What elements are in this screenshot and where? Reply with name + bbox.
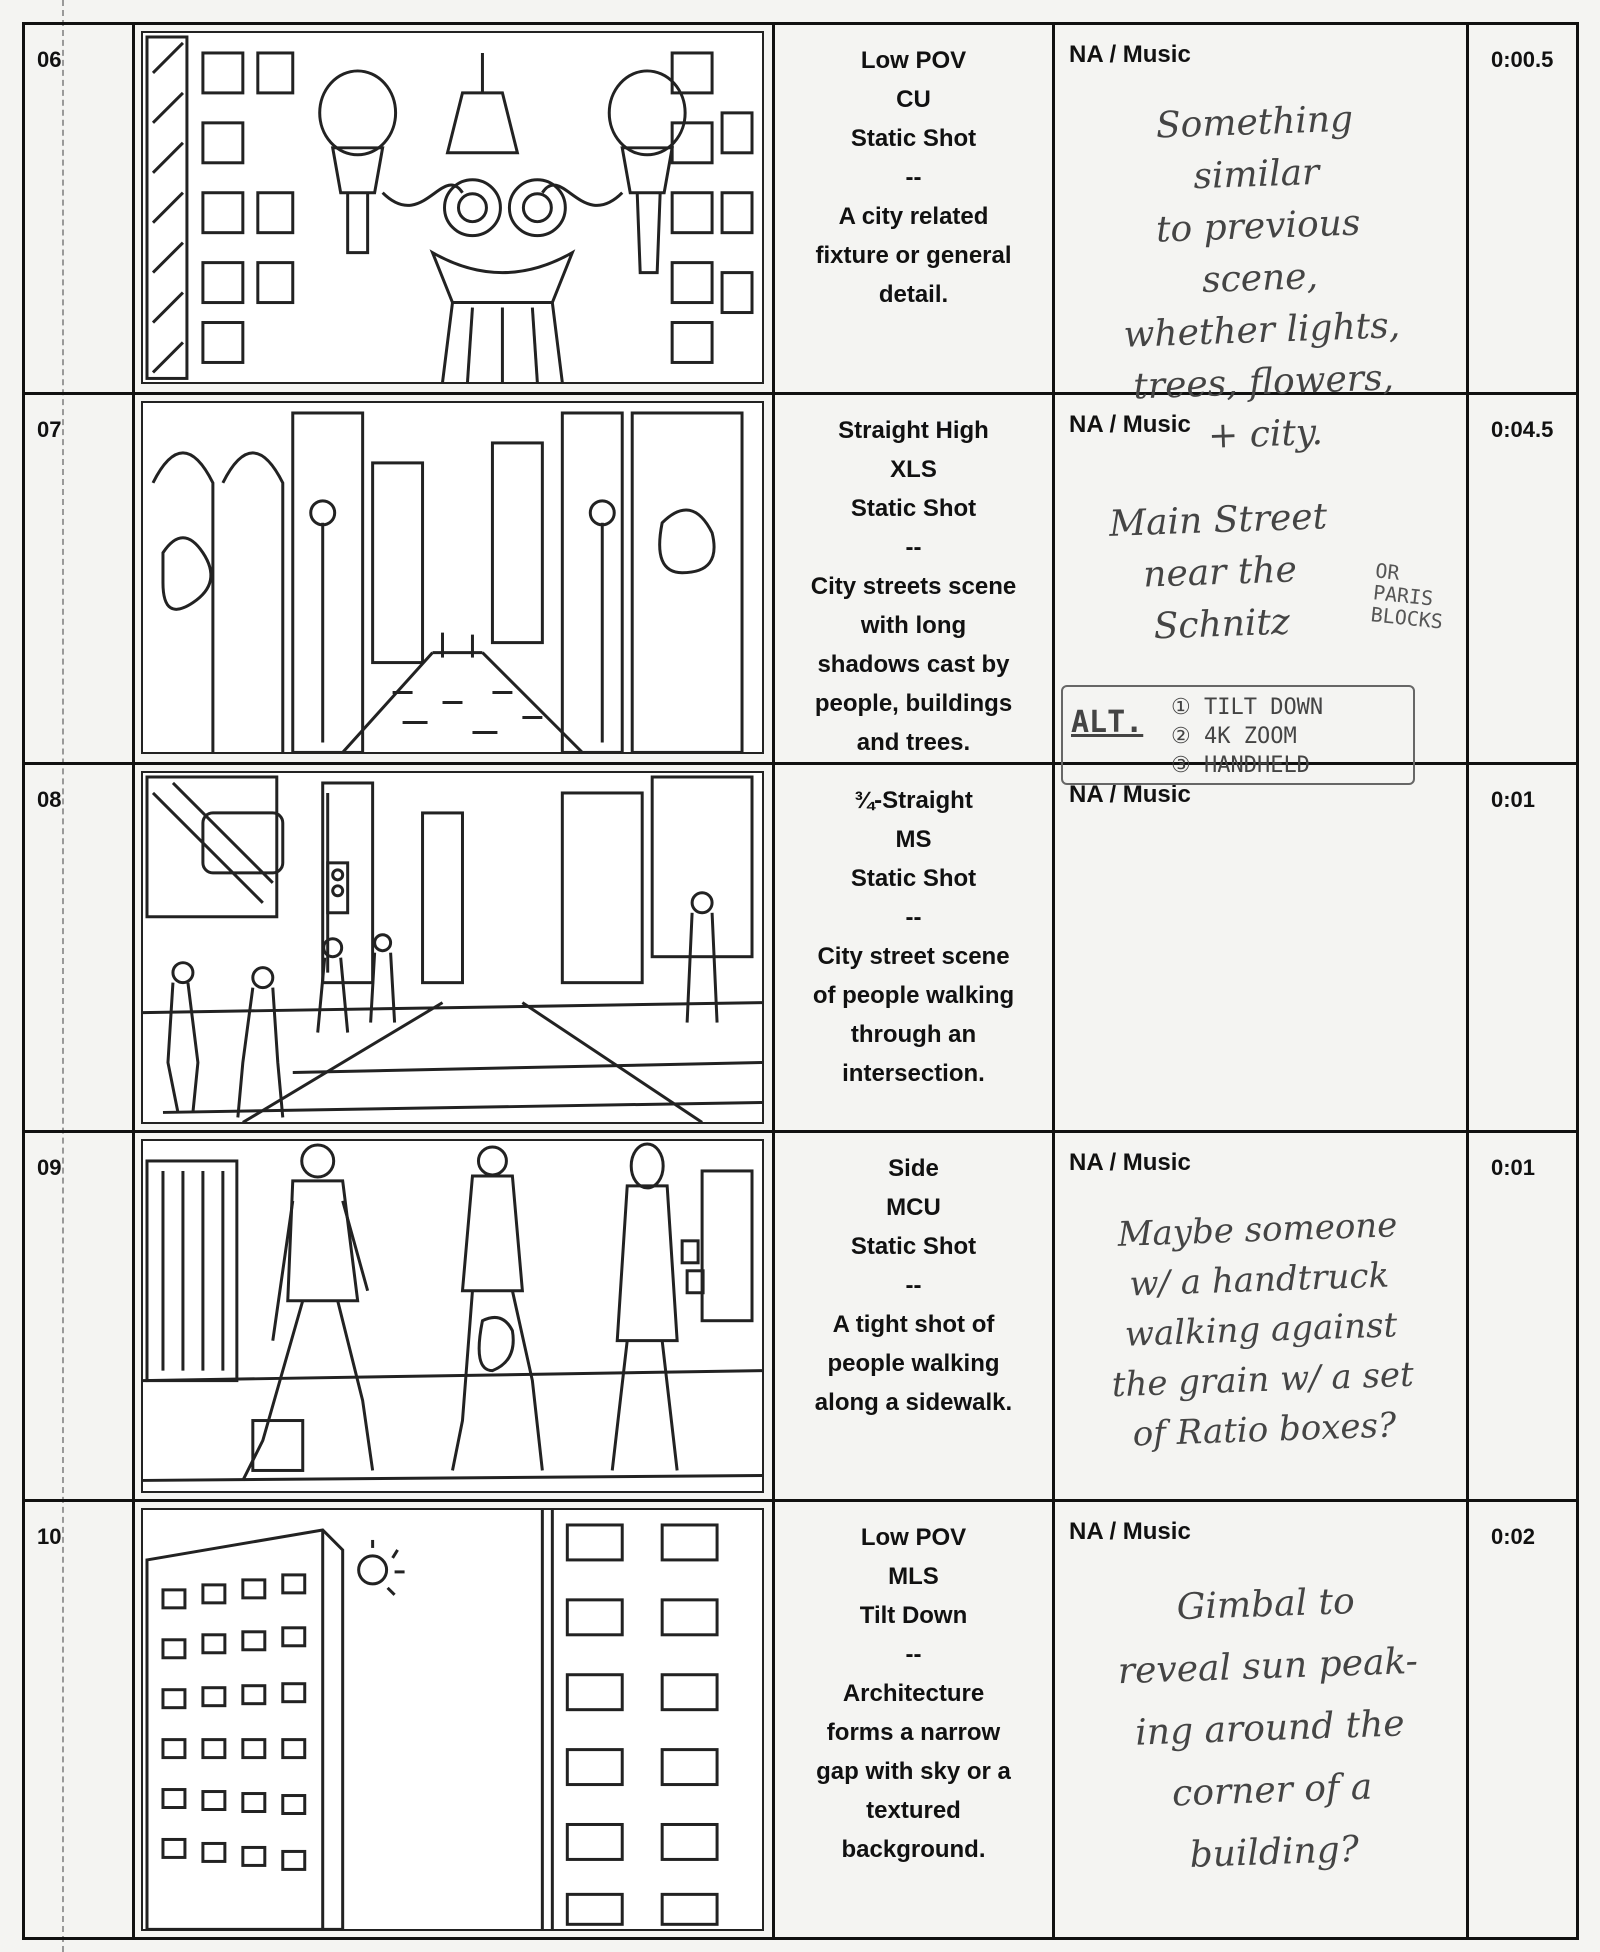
sketch-sidewalk-walkers — [141, 1139, 764, 1492]
desc-line: people, buildings — [814, 690, 1013, 717]
sketch-building-gap — [141, 1508, 764, 1931]
desc-line: City street scene — [817, 943, 1010, 970]
desc-line: A tight shot of — [832, 1311, 995, 1339]
desc-line: gap with sky or a — [816, 1757, 1011, 1785]
desc-line: people walking — [827, 1350, 1000, 1378]
desc-line: detail. — [878, 281, 949, 308]
side-note-line: BLOCKS — [1369, 602, 1445, 634]
shot-number: 08 — [24, 764, 134, 1132]
audio-cell — [1054, 24, 1468, 457]
shot-description — [774, 394, 1054, 764]
alt-label: ALT. — [1071, 705, 1144, 740]
frame-cell — [134, 1132, 774, 1500]
note-line: Something similar — [1155, 98, 1354, 198]
desc-line: forms a narrow — [826, 1718, 1001, 1746]
camera-movement: Static Shot — [850, 1233, 977, 1261]
separator: -- — [905, 1640, 922, 1668]
shot-number: 10 — [24, 1500, 134, 1938]
note-line: Gimbal to — [1175, 1580, 1356, 1629]
camera-angle: Low POV — [860, 1523, 967, 1551]
note-line: trees, flowers, — [1132, 357, 1395, 408]
camera-angle: Side — [888, 1155, 939, 1183]
shot-duration: 0:01 — [1468, 764, 1578, 1132]
shot-row-08 — [24, 764, 1578, 1132]
note-line: near the — [1142, 549, 1298, 596]
frame-cell — [134, 24, 774, 394]
frame-cell — [134, 764, 774, 1132]
note-line: Schnitz — [1153, 601, 1291, 648]
note-line: Main Street — [1108, 496, 1328, 545]
shot-size: MLS — [888, 1562, 939, 1590]
camera-angle: Straight High — [838, 417, 989, 444]
shot-duration: 0:04.5 — [1468, 394, 1578, 764]
shot-description — [774, 24, 1054, 394]
shot-description — [774, 1500, 1054, 1938]
sketch-city-street — [141, 401, 764, 754]
sketch-intersection — [141, 771, 764, 1124]
desc-line: through an — [850, 1021, 977, 1048]
camera-angle: Low POV — [860, 47, 967, 74]
audio-label: NA / Music — [1069, 1517, 1191, 1545]
note-line: to previous scene, — [1155, 202, 1361, 302]
shot-row-07 — [24, 394, 1578, 764]
camera-movement: Static Shot — [850, 125, 977, 152]
shot-number: 07 — [24, 394, 134, 764]
note-line: whether lights, — [1122, 305, 1401, 356]
desc-line: A city related — [838, 203, 989, 230]
shot-number: 06 — [24, 24, 134, 394]
audio-cell — [1054, 1132, 1468, 1500]
separator: -- — [905, 534, 922, 561]
storyboard-table — [22, 22, 1579, 1940]
alt-item: ③ HANDHELD — [1171, 753, 1310, 778]
shot-number: 09 — [24, 1132, 134, 1500]
handwritten-note — [1077, 1199, 1446, 1461]
desc-line: along a sidewalk. — [814, 1389, 1013, 1417]
desc-line: intersection. — [842, 1060, 985, 1087]
desc-line: with long — [860, 612, 967, 639]
desc-line: shadows cast by — [817, 651, 1010, 678]
desc-line: background. — [841, 1835, 986, 1863]
alt-item: ② 4K ZOOM — [1171, 724, 1297, 749]
shot-duration: 0:00.5 — [1468, 24, 1578, 394]
shot-size: XLS — [890, 456, 937, 483]
side-note-line: PARIS — [1371, 580, 1435, 611]
audio-cell — [1054, 764, 1468, 1132]
desc-line: fixture or general — [815, 242, 1012, 269]
shot-description — [774, 764, 1054, 1132]
audio-label: NA / Music — [1069, 1149, 1191, 1177]
alternatives-box — [1061, 685, 1415, 785]
desc-line: of people walking — [812, 982, 1015, 1009]
frame-cell — [134, 394, 774, 764]
audio-cell — [1054, 394, 1468, 778]
note-line: ing around the — [1134, 1703, 1406, 1754]
note-line: w/ a handtruck — [1128, 1255, 1390, 1305]
note-line: of Ratio boxes? — [1132, 1405, 1397, 1455]
frame-cell — [134, 1500, 774, 1938]
shot-row-09 — [24, 1132, 1578, 1500]
camera-movement: Static Shot — [850, 495, 977, 522]
shot-row-10 — [24, 1500, 1578, 1938]
audio-label: NA / Music — [1069, 411, 1191, 438]
side-note — [1370, 559, 1449, 632]
separator: -- — [905, 1272, 922, 1300]
camera-movement: Tilt Down — [859, 1601, 968, 1629]
desc-line: City streets scene — [810, 573, 1017, 600]
shot-row-06 — [24, 24, 1578, 394]
handwritten-note — [1100, 1568, 1441, 1889]
shot-duration: 0:01 — [1468, 1132, 1578, 1500]
handwritten-note — [1092, 491, 1347, 656]
separator: -- — [905, 164, 922, 191]
note-line: corner of a — [1171, 1766, 1373, 1815]
shot-size: MCU — [886, 1194, 941, 1222]
separator: -- — [905, 904, 922, 931]
alt-item: ① TILT DOWN — [1171, 695, 1324, 720]
note-line: walking against — [1124, 1305, 1398, 1356]
note-line: the grain w/ a set — [1111, 1355, 1415, 1406]
note-line: + city. — [1207, 411, 1324, 457]
desc-line: Architecture — [842, 1679, 985, 1707]
sketch-lamp-fixture — [141, 31, 764, 384]
shot-description — [774, 1132, 1054, 1500]
camera-movement: Static Shot — [850, 865, 977, 892]
desc-line: textured — [866, 1796, 961, 1824]
note-line: Maybe someone — [1117, 1205, 1398, 1256]
shot-size: MS — [895, 826, 932, 853]
audio-label: NA / Music — [1069, 41, 1191, 68]
camera-angle: ¾-Straight — [854, 787, 973, 814]
note-line: reveal sun peak- — [1117, 1640, 1419, 1693]
alt-list — [1171, 693, 1323, 780]
shot-duration: 0:02 — [1468, 1500, 1578, 1938]
audio-label: NA / Music — [1069, 781, 1191, 808]
side-note-line: OR — [1374, 558, 1401, 585]
note-line: building? — [1188, 1828, 1360, 1876]
shot-size: CU — [896, 86, 931, 113]
audio-cell — [1054, 1500, 1468, 1938]
desc-line: and trees. — [856, 729, 971, 756]
